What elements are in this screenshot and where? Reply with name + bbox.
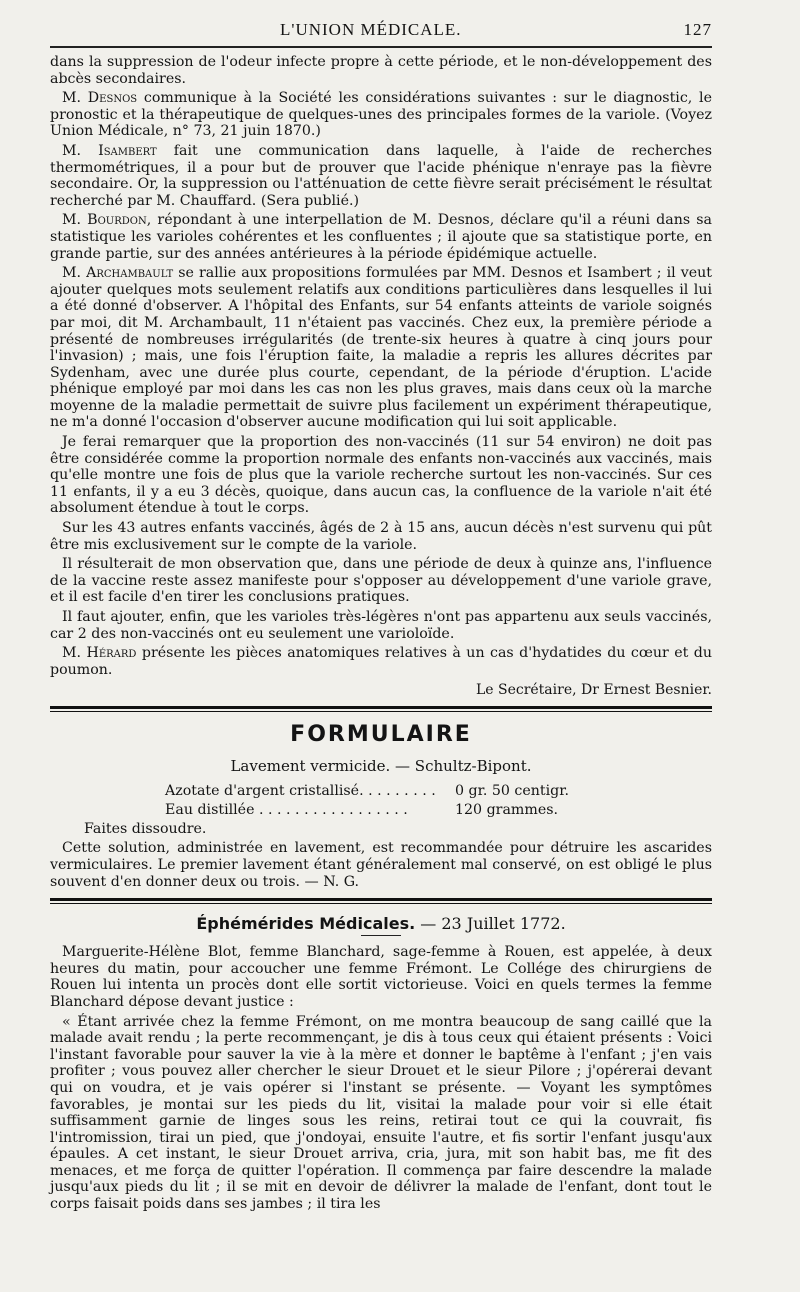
paragraph-text: répondant à une interpellation de M. Desnos, déclare qu'il a réuni dans sa statistique les varioles cohérentes et les confluentes ; il ajoute que sa statistique porte, en grande partie, sur des années antérieures à la période épidémique actuelle. <box>50 212 713 262</box>
paragraph-text: Il faut ajouter, enfin, que les varioles très-légères n'ont pas appartenu aux seuls vaccinés, car 2 des non-vaccinés ont eu seulement une varioloïde. <box>50 609 712 642</box>
paragraph-text: Sur les 43 autres enfants vaccinés, âgés de 2 à 15 ans, aucun décès n'est survenu qui pût être mis exclusivement sur le compte de la variole. <box>50 520 712 553</box>
paragraph-text: communique à la Société les considérations suivantes : sur le diagnostic, le pronostic et la thérapeutique de quelques-unes des principales formes de la variole. (Voyez Union Médicale, n° 73, 21 juin 1870.) <box>50 90 712 140</box>
paragraph <box>50 143 712 209</box>
ingredient-name: Eau distillée . . . . . . . . . . . . . . . . . <box>165 802 408 819</box>
page-content <box>50 14 712 1216</box>
ingredient-quantity: 120 grammes. <box>455 802 559 819</box>
paragraph <box>50 609 712 642</box>
paragraph <box>50 265 712 431</box>
ephemerides-paragraph: « Étant arrivée chez la femme Frémont, on me montra beaucoup de sang caillé que la malade avait rendu ; la perte recommençant, je dis à tous ceux qui étaient présents : Voici l'instant favorable pour sauver la vie à la mère et donner le baptême à l'enfant ; j'en vais profiter ; vous pouvez aller chercher le sieur Drouet et le sieur Pilore ; j'opérerai devant qui on voudra, et je vais opérer si l'instant se présente. — Voyant les symptômes favorables, je montai sur les pieds du lit, visitai la malade pour voir si elle était suffisamment garnie de linges sous les reins, retirai tout ce qui la couvrait, fis l'intromission, tirai un pied, que j'ondoyai, ensuite l'autre, et fis sortir l'enfant jusqu'aux épaules. A cet instant, le sieur Drouet arriva, cria, jura, mit son habit bas, me fit des menaces, et me força de quitter l'opération. Il commença par faire descendre la malade jusqu'aux pieds du lit ; il se mit en devoir de délivrer la malade de l'enfant, dont tout le corps faisait poids dans ses jambes ; il tira les <box>50 1013 712 1213</box>
secretary-signature: Le Secrétaire, Dr Ernest Besnier. <box>475 682 712 699</box>
paragraph <box>50 520 712 553</box>
ephemerides-title: Éphémérides Médicales. <box>196 914 416 934</box>
society-proceedings <box>50 54 712 678</box>
paragraph <box>50 90 712 140</box>
paragraph <box>50 645 712 678</box>
speaker-name: M. Isambert <box>62 142 157 159</box>
ingredient-quantity: 0 gr. 50 centigr. <box>455 783 569 800</box>
journal-title: L'UNION MÉDICALE. <box>280 20 462 39</box>
formula-instruction: Faites dissoudre. <box>84 821 207 838</box>
header-rule <box>50 46 712 48</box>
speaker-name: M. Desnos <box>62 90 138 107</box>
formulaire-title: FORMULAIRE <box>290 722 472 748</box>
paragraph-text: se rallie aux propositions formulées par MM. Desnos et Isambert ; il veut ajouter quelques mots seulement relatifs aux conditions particulières dans lesquelles il lui a été donné d'observer. A l'hôpital des Enfants, sur 54 enfants atteints de variole soignés par moi, dit M. Archambault, 11 n'étaient pas vaccinés. Chez eux, la première période a présenté de nombreuses irrégularités (de trente-six heures à quatre à cinq jours pour l'invasion) ; mais, une fois l'éruption faite, la maladie a repris les allures décrites par Sydenham, avec une durée plus courte, cependant, de la période d'éruption. L'acide phénique employé par moi dans les cas non les plus graves, mais dans ceux où la marche moyenne de la maladie permettait de suivre plus facilement un expériment thérapeutique, ne m'a donné l'occasion d'observer aucune modification qui lui soit applicable. <box>50 265 712 431</box>
ephemerides-date: — 23 Juillet 1772. <box>420 914 566 934</box>
paragraph-text: présente les pièces anatomiques relatives à un cas d'hydatides du cœur et du poumon. <box>50 645 713 678</box>
paragraph-text: Je ferai remarquer que la proportion des non-vaccinés (11 sur 54 environ) ne doit pas être considérée comme la proportion normale des enfants non-vaccinés aux vaccinés, mais qu'elle montre une fois de plus que la variole recherche surtout les non-vaccinés. Sur ces 11 enfants, il y a eu 3 décès, quoique, dans aucun cas, la confluence de la variole n'ait été absolument étendue à tout le corps. <box>50 434 712 517</box>
ingredient-name: Azotate d'argent cristallisé. . . . . . . . . <box>165 783 436 800</box>
speaker-name: M. Bourdon, <box>62 212 152 229</box>
paragraph-text: dans la suppression de l'odeur infecte propre à cette période, et le non-développement des abcès secondaires. <box>50 54 712 87</box>
running-header <box>50 14 712 44</box>
paragraph-text: Il résulterait de mon observation que, dans une période de deux à quinze ans, l'influence de la vaccine reste assez manifeste pour s'opposer au développement d'une variole grave, et il est facile d'en tirer les conclusions pratiques. <box>50 556 712 606</box>
page-number: 127 <box>683 20 712 39</box>
speaker-name: M. Hérard <box>62 645 137 662</box>
paragraph-text: fait une communication dans laquelle, à l'aide de recherches thermométriques, il a pour but de prouver que l'acide phénique n'enraye pas la fièvre secondaire. Or, la suppression ou l'atténuation de cette fièvre serait précisément le résultat recherché par M. Chauffard. (Sera publié.) <box>50 142 712 209</box>
paragraph <box>50 556 712 606</box>
section-divider <box>50 898 712 904</box>
ephemerides-heading <box>50 914 712 933</box>
paragraph <box>50 54 712 87</box>
formula-line <box>165 783 712 800</box>
ephemerides-paragraph: Marguerite-Hélène Blot, femme Blanchard, sage-femme à Rouen, est appelée, à deux heures du matin, pour accoucher une femme Frémont. Le Collége des chirurgiens de Rouen lui intenta un procès dont elle sortit victorieuse. Voici en quels termes la femme Blanchard dépose devant justice : <box>50 944 712 1010</box>
formula-line <box>165 802 712 819</box>
speaker-name: M. Archambault <box>62 265 174 282</box>
section-divider <box>50 706 712 712</box>
formulaire-subtitle: Lavement vermicide. — Schultz-Bipont. <box>230 757 532 776</box>
paragraph <box>50 212 712 262</box>
divider-dash <box>361 935 401 936</box>
formulaire-text: Cette solution, administrée en lavement, est recommandée pour détruire les ascarides vermiculaires. Le premier lavement étant généralement mal conservé, on est obligé le plus souvent d'en donner deux ou trois. — N. G. <box>50 840 712 890</box>
paragraph <box>50 434 712 517</box>
